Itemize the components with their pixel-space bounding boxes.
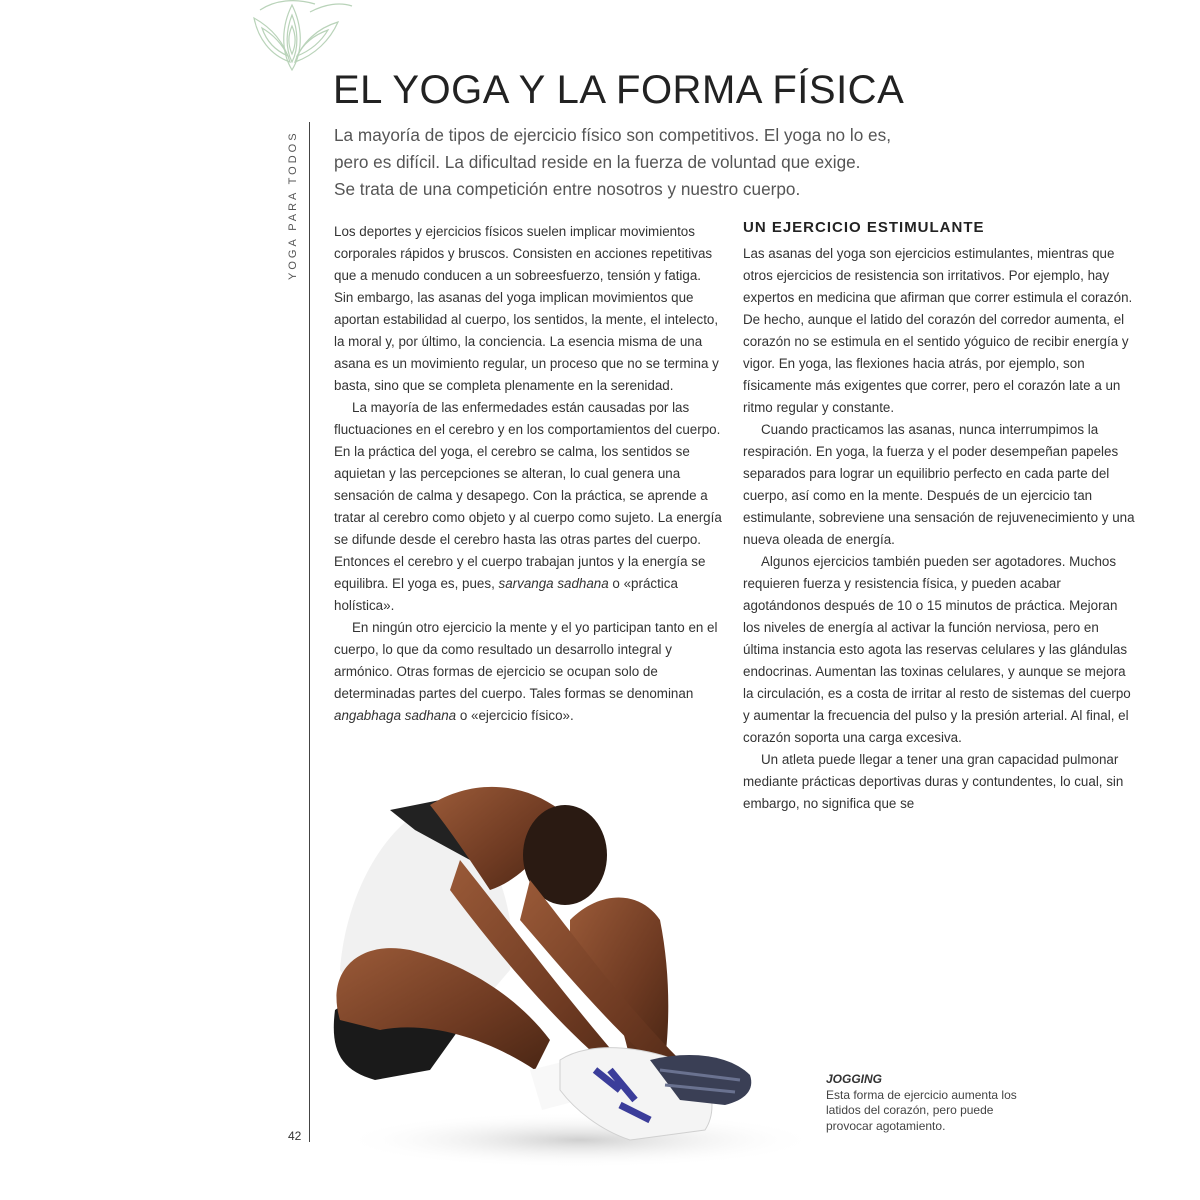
body-paragraph — [334, 617, 724, 727]
page-number: 42 — [288, 1129, 302, 1143]
intro-paragraph — [334, 122, 954, 203]
section-running-head: YOGA PARA TODOS — [287, 130, 299, 280]
left-column — [334, 221, 724, 727]
page-title: EL YOGA Y LA FORMA FÍSICA — [333, 68, 905, 112]
body-paragraph: Los deportes y ejercicios físicos suelen implicar movimientos corporales rápidos y bruscos. Consisten en acciones repetitivas que a menudo conducen a un sobreesfuerzo, tensión y fatiga. Sin embargo, las asanas del yoga implican movimientos que aportan estabilidad al cuerpo, los sentidos, la mente, el intelecto, la moral y, por último, la conciencia. La esencia misma de una asana es un movimiento regular, un proceso que no se termina y basta, sino que se completa plenamente en la serenidad. — [334, 224, 719, 393]
paragraph-text: o «ejercicio físico». — [456, 708, 574, 723]
paragraph-text: La mayoría de las enfermedades están causadas por las fluctuaciones en el cerebro y en los comportamientos del cuerpo. En la práctica del yoga, el cerebro se calma, los sentidos se aquietan y las percepciones se alteran, lo cual genera una sensación de calma y desapego. Con la práctica, se aprende a tratar al cerebro como objeto y al cuerpo como sujeto. La energía se difunde desde el cerebro hasta las otras partes del cuerpo. Entonces el cerebro y el cuerpo trabajan juntos y la energía se equilibra. El yoga es, pues, — [334, 400, 722, 591]
body-paragraph: Cuando practicamos las asanas, nunca interrumpimos la respiración. En yoga, la fuerza y el poder desempeñan papeles separados para lograr un equilibrio perfecto en cada parte del cuerpo, así como en la mente. Después de un ejercicio tan estimulante, sobreviene una sensación de rejuvenecimiento y una nueva oleada de energía. — [743, 422, 1135, 547]
right-column — [743, 243, 1135, 815]
body-paragraph — [334, 397, 724, 617]
section-heading: UN EJERCICIO ESTIMULANTE — [743, 219, 985, 236]
intro-line: Se trata de una competición entre nosotros y nuestro cuerpo. — [334, 179, 801, 199]
stretching-athlete-photo — [320, 770, 820, 1170]
caption-text: Esta forma de ejercicio aumenta los latidos del corazón, pero puede provocar agotamiento. — [826, 1087, 1017, 1133]
body-paragraph: Algunos ejercicios también pueden ser agotadores. Muchos requieren fuerza y resistencia física, y pueden acabar agotándonos después de 10 o 15 minutos de práctica. Mejoran los niveles de energía al activar la función nerviosa, pero en última instancia esto agota las reservas celulares y las glándulas endocrinas. Aumentan las toxinas celulares, y aunque se mejora la circulación, es a costa de irritar al resto de sistemas del cuerpo y aumentar la frecuencia del pulso y la presión arterial. Al final, el corazón soporta una carga excesiva. — [743, 554, 1131, 745]
sanskrit-term: sarvanga sadhana — [498, 576, 609, 591]
paragraph-text: o «práctica holística». — [334, 576, 678, 613]
caption-title: JOGGING — [826, 1072, 883, 1086]
photo-caption — [826, 1072, 1041, 1134]
sanskrit-term: angabhaga sadhana — [334, 708, 457, 723]
body-paragraph: Las asanas del yoga son ejercicios estimulantes, mientras que otros ejercicios de resistencia son irritativos. Por ejemplo, hay expertos en medicina que afirman que correr estimula el corazón. De hecho, aunque el latido del corazón del corredor aumenta, el corazón no se estimula en el sentido yóguico de recibir energía y vigor. En yoga, las flexiones hacia atrás, por ejemplo, son físicamente más exigentes que correr, pero el corazón late a un ritmo regular y constante. — [743, 246, 1133, 415]
lotus-ornament-icon — [240, 0, 370, 75]
body-paragraph: Un atleta puede llegar a tener una gran capacidad pulmonar mediante prácticas deportivas duras y contundentes, lo cual, sin embargo, no significa que se — [743, 752, 1124, 811]
paragraph-text: En ningún otro ejercicio la mente y el yo participan tanto en el cuerpo, lo que da como resultado un desarrollo integral y armónico. Otras formas de ejercicio se ocupan solo de determinadas partes del cuerpo. Tales formas se denominan — [334, 620, 718, 701]
intro-line: pero es difícil. La dificultad reside en la fuerza de voluntad que exige. — [334, 152, 861, 172]
intro-line: La mayoría de tipos de ejercicio físico son competitivos. El yoga no lo es, — [334, 125, 891, 145]
vertical-rule — [309, 122, 310, 1142]
